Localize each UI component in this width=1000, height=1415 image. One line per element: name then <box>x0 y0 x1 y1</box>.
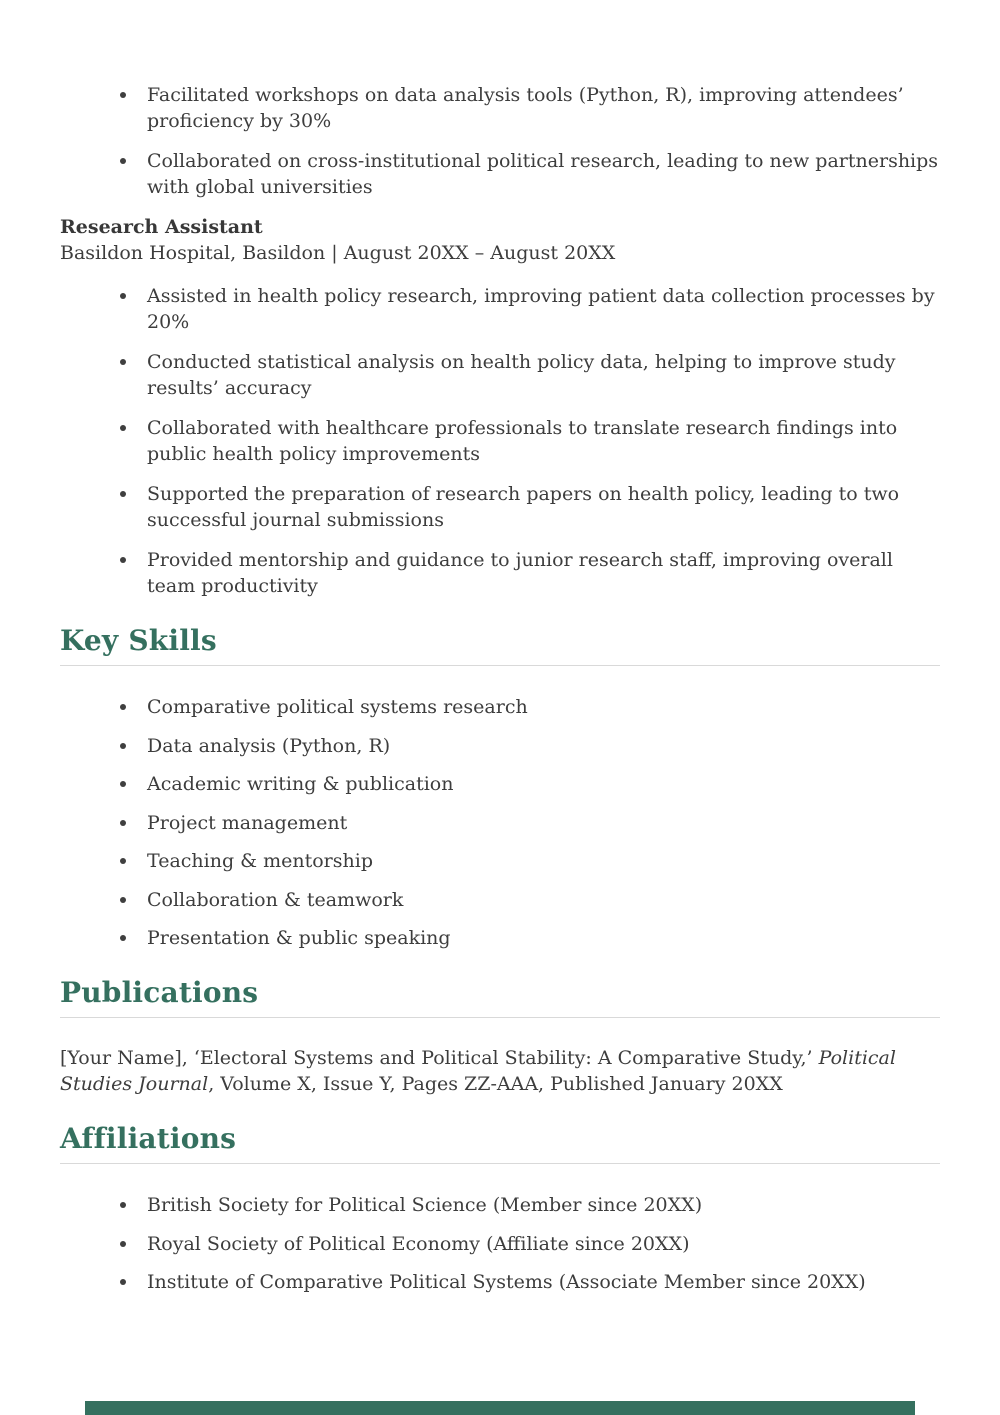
section-publications <box>60 977 940 1097</box>
section-affiliations <box>60 1123 940 1295</box>
affiliations-body <box>60 1192 940 1295</box>
affiliation-item: British Society for Political Science (Member since 20XX) <box>147 1192 940 1218</box>
experience-intro-bullet-list <box>60 82 940 200</box>
key-skills-divider <box>60 665 940 666</box>
affiliations-divider <box>60 1163 940 1164</box>
publications-divider <box>60 1017 940 1018</box>
affiliation-item: Royal Society of Political Economy (Affiliate since 20XX) <box>147 1231 940 1257</box>
job-bullet: Conducted statistical analysis on health policy data, helping to improve study results’ accuracy <box>147 349 940 401</box>
skill-item: Collaboration & teamwork <box>147 887 940 913</box>
job-bullet-list <box>60 283 940 599</box>
skill-item: Comparative political systems research <box>147 694 940 720</box>
affiliations-heading: Affiliations <box>60 1122 237 1155</box>
key-skills-body <box>60 694 940 951</box>
footer-accent-bar <box>85 1401 915 1415</box>
skill-item: Presentation & public speaking <box>147 925 940 951</box>
job-research-assistant <box>60 214 940 599</box>
citation-journal-name: Political Studies Journal <box>60 1047 896 1095</box>
section-key-skills <box>60 625 940 951</box>
citation-text-before: [Your Name], ‘Electoral Systems and Political Stability: A Comparative Study,’ <box>60 1047 819 1069</box>
key-skills-list <box>60 694 940 951</box>
skill-item: Data analysis (Python, R) <box>147 733 940 759</box>
job-bullet: Collaborated with healthcare professionals to translate research findings into public health policy improvements <box>147 415 940 467</box>
skill-item: Project management <box>147 810 940 836</box>
key-skills-heading: Key Skills <box>60 624 217 657</box>
job-meta: Basildon Hospital, Basildon | August 20XX – August 20XX <box>60 242 616 264</box>
job-title: Research Assistant <box>60 216 263 238</box>
citation-text-after: , Volume X, Issue Y, Pages ZZ-AAA, Published January 20XX <box>208 1073 783 1095</box>
skill-item: Teaching & mentorship <box>147 848 940 874</box>
publications-heading: Publications <box>60 976 259 1009</box>
affiliation-item: Institute of Comparative Political Systems (Associate Member since 20XX) <box>147 1269 940 1295</box>
experience-bullet: Collaborated on cross-institutional political research, leading to new partnerships with global universities <box>147 150 939 198</box>
experience-bullet: Facilitated workshops on data analysis tools (Python, R), improving attendees’ proficiency by 30% <box>147 82 940 134</box>
job-bullet: Assisted in health policy research, improving patient data collection processes by 20% <box>147 283 940 335</box>
job-bullet: Provided mentorship and guidance to junior research staff, improving overall team productivity <box>147 547 940 599</box>
job-bullet: Supported the preparation of research papers on health policy, leading to two successful journal submissions <box>147 481 940 533</box>
skill-item: Academic writing & publication <box>147 771 940 797</box>
affiliations-list <box>60 1192 940 1295</box>
publication-citation <box>60 1045 940 1097</box>
